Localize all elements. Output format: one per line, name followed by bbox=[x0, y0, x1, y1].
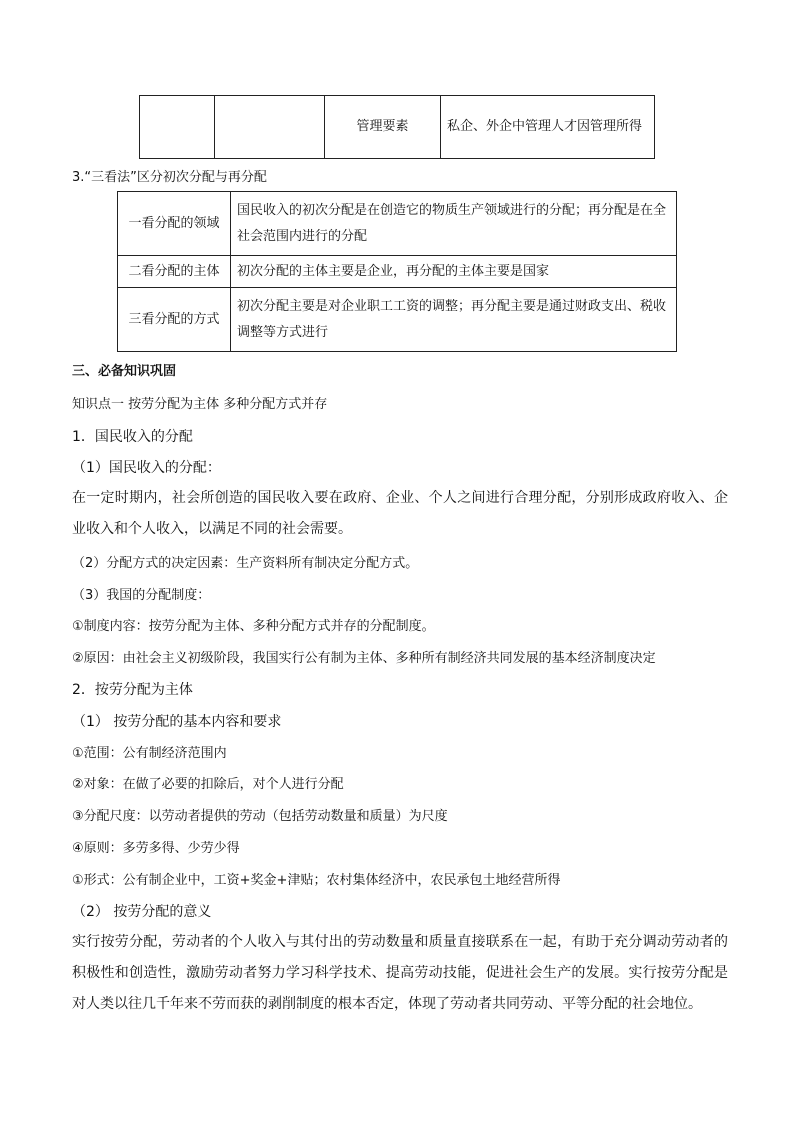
section-title: 3.“三看法”区分初次分配与再分配 bbox=[72, 170, 267, 185]
row-key: 二看分配的主体 bbox=[118, 256, 231, 288]
list-item: ①范围：公有制经济范围内 bbox=[72, 746, 227, 761]
table-cell bbox=[215, 96, 325, 159]
item-title: （3）我国的分配制度： bbox=[72, 588, 211, 603]
table-row bbox=[118, 288, 677, 352]
table-row bbox=[118, 192, 677, 256]
knowledge-point-title: 知识点一 按劳分配为主体 多种分配方式并存 bbox=[72, 397, 328, 412]
item-title: （1）国民收入的分配： bbox=[72, 460, 221, 476]
subsection-title: 2．按劳分配为主体 bbox=[72, 682, 193, 698]
list-item: ③分配尺度：以劳动者提供的劳动（包括劳动数量和质量）为尺度 bbox=[72, 809, 448, 824]
item-title: （1） 按劳分配的基本内容和要求 bbox=[72, 714, 282, 730]
row-key: 三看分配的方式 bbox=[118, 288, 231, 352]
section-heading: 三、必备知识巩固 bbox=[72, 364, 177, 379]
three-look-table bbox=[117, 191, 677, 352]
table-row bbox=[118, 256, 677, 288]
row-value: 初次分配的主体主要是企业，再分配的主体主要是国家 bbox=[231, 256, 677, 288]
table-cell: 私企、外企中管理人才因管理所得 bbox=[441, 96, 655, 159]
income-table-fragment bbox=[139, 95, 655, 159]
list-item: ②原因：由社会主义初级阶段，我国实行公有制为主体、多种所有制经济共同发展的基本经济制度决定 bbox=[72, 651, 656, 666]
paragraph: 实行按劳分配，劳动者的个人收入与其付出的劳动数量和质量直接联系在一起，有助于充分调动劳动者的积极性和创造性，激励劳动者努力学习科学技术、提高劳动技能，促进社会生产的发展。实行按劳分配是对人类以往几千年来不劳而获的剥削制度的根本否定，体现了劳动者共同劳动、平等分配的社会地位。 bbox=[72, 934, 728, 1012]
list-item: ①形式：公有制企业中，工资+奖金+津贴；农村集体经济中，农民承包土地经营所得 bbox=[72, 873, 561, 888]
list-item: ④原则：多劳多得、少劳少得 bbox=[72, 841, 240, 856]
row-value: 初次分配主要是对企业职工工资的调整；再分配主要是通过财政支出、税收调整等方式进行 bbox=[231, 288, 677, 352]
table-row bbox=[140, 96, 655, 159]
table-cell bbox=[140, 96, 215, 159]
row-value: 国民收入的初次分配是在创造它的物质生产领域进行的分配；再分配是在全社会范围内进行的分配 bbox=[231, 192, 677, 256]
subsection-title: 1．国民收入的分配 bbox=[72, 429, 193, 445]
item-title: （2） 按劳分配的意义 bbox=[72, 904, 212, 920]
list-item: ②对象：在做了必要的扣除后，对个人进行分配 bbox=[72, 777, 344, 792]
list-item: ①制度内容：按劳分配为主体、多种分配方式并存的分配制度。 bbox=[72, 619, 435, 634]
table-cell: 管理要素 bbox=[325, 96, 441, 159]
paragraph: 在一定时期内，社会所创造的国民收入要在政府、企业、个人之间进行合理分配，分别形成政府收入、企业收入和个人收入，以满足不同的社会需要。 bbox=[72, 490, 728, 537]
item-title: （2）分配方式的决定因素：生产资料所有制决定分配方式。 bbox=[72, 556, 419, 571]
row-key: 一看分配的领域 bbox=[118, 192, 231, 256]
